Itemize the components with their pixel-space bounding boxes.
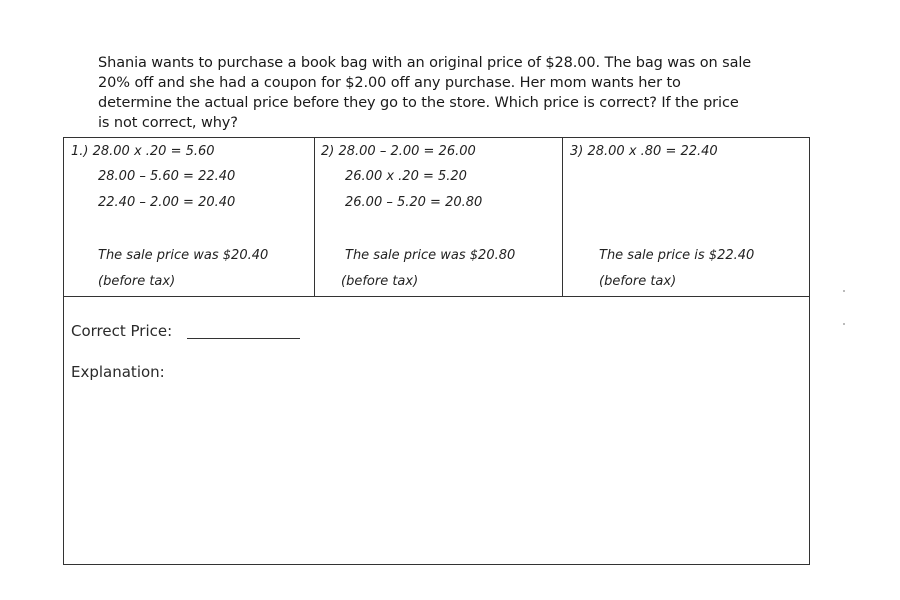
attempt-1-step-1: 1.) 28.00 x .20 = 5.60 (71, 144, 215, 159)
attempt-3-conclusion: The sale price is $22.40 (599, 248, 755, 263)
correct-price-label: Correct Price: (71, 322, 173, 340)
attempt-2-step-2: 26.00 x .20 = 5.20 (345, 169, 467, 184)
problem-statement (98, 53, 838, 133)
problem-line: 20% off and she had a coupon for $2.00 off any purchase. Her mom wants her to (98, 75, 681, 91)
scan-speck (843, 323, 845, 325)
problem-line: is not correct, why? (98, 115, 238, 131)
attempt-2-conclusion: The sale price was $20.80 (345, 248, 516, 263)
solution-attempt-3 (562, 138, 809, 296)
attempt-3-note: (before tax) (599, 274, 677, 289)
attempt-1-step-2: 28.00 – 5.60 = 22.40 (98, 169, 236, 184)
attempt-1-step-3: 22.40 – 2.00 = 20.40 (98, 195, 236, 210)
solution-attempt-1 (64, 138, 314, 296)
solution-attempts-row (64, 138, 809, 297)
problem-line: Shania wants to purchase a book bag with an original price of $28.00. The bag was on sale (98, 55, 752, 71)
attempt-2-step-1: 2) 28.00 – 2.00 = 26.00 (321, 144, 476, 159)
answer-area (64, 296, 809, 564)
attempt-2-note: (before tax) (341, 274, 419, 289)
solution-attempt-2 (314, 138, 562, 296)
attempt-3-step-1: 3) 28.00 x .80 = 22.40 (570, 144, 718, 159)
explanation-label: Explanation: (71, 363, 165, 381)
attempt-2-step-3: 26.00 – 5.20 = 20.80 (345, 195, 483, 210)
attempt-1-conclusion: The sale price was $20.40 (98, 248, 269, 263)
attempt-1-note: (before tax) (98, 274, 176, 289)
scan-speck (843, 290, 845, 292)
problem-line: determine the actual price before they go to the store. Which price is correct? If the price (98, 95, 739, 111)
correct-price-blank[interactable] (187, 338, 300, 339)
worksheet-table (63, 137, 810, 565)
